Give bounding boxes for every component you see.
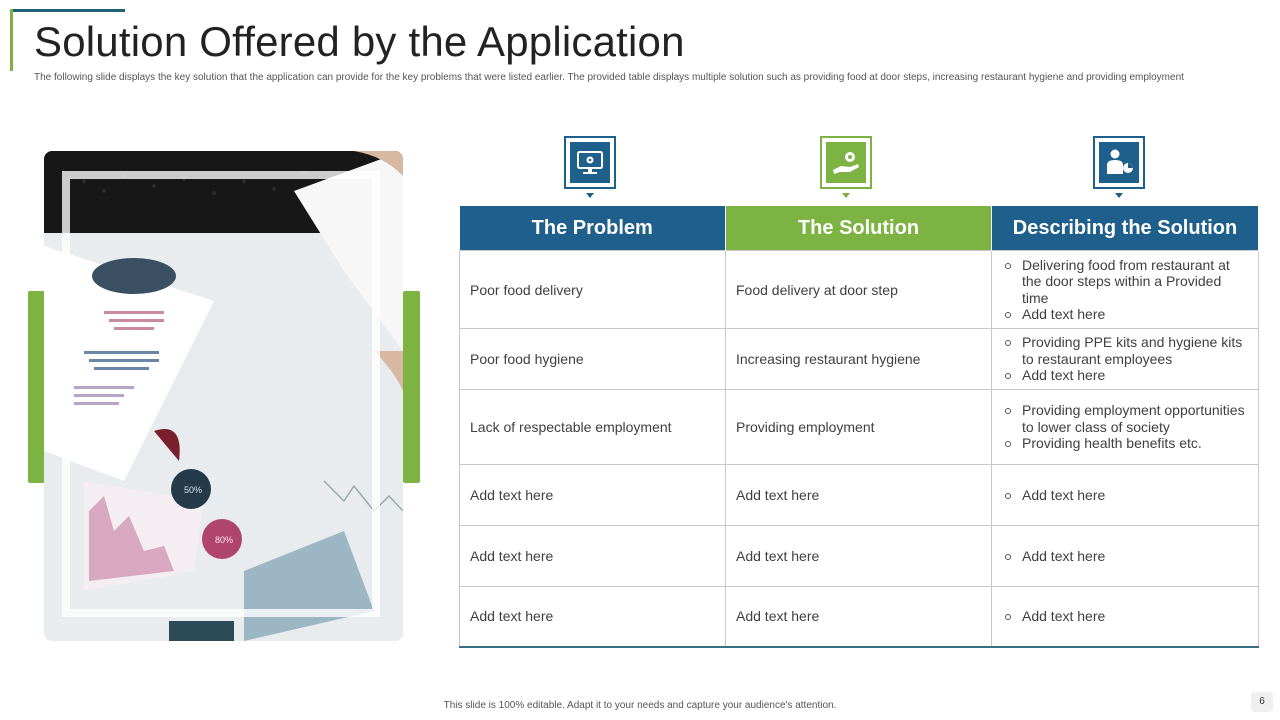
problem-cell: Poor food delivery <box>460 251 726 329</box>
badge-50: 50% <box>184 485 203 495</box>
photo-right-accent <box>403 291 420 483</box>
problem-cell: Add text here <box>460 465 726 526</box>
header-solution: The Solution <box>726 206 992 251</box>
table-row <box>460 329 1259 390</box>
solution-cell: Add text here <box>726 587 992 647</box>
solution-cell: Add text here <box>726 526 992 587</box>
monitor-gear-icon <box>570 142 610 183</box>
description-cell <box>992 251 1259 329</box>
title-accent-line <box>12 9 125 12</box>
photo-frame-overlay <box>62 171 380 617</box>
solution-cell: Providing employment <box>726 390 992 465</box>
photo-left-accent <box>28 291 45 483</box>
title-accent-bar <box>10 9 13 71</box>
page-subtitle: The following slide displays the key solution that the application can provide for the key problems that were listed earlier. The provided table displays multiple solution such as providing food at door steps, increasing restaurant hygiene and providing employment <box>34 72 1184 83</box>
description-bullet: Providing health benefits etc. <box>1022 435 1248 452</box>
page-title: Solution Offered by the Application <box>34 18 685 65</box>
description-bullet: Providing PPE kits and hygiene kits to restaurant employees <box>1022 334 1248 367</box>
description-cell <box>992 465 1259 526</box>
footer-note: This slide is 100% editable. Adapt it to your needs and capture your audience's attention. <box>443 700 837 711</box>
description-bullet: Add text here <box>1022 306 1248 323</box>
header-problem: The Problem <box>460 206 726 251</box>
table-row <box>460 587 1259 647</box>
description-bullet: Add text here <box>1022 487 1248 504</box>
problem-solution-table <box>459 206 1259 648</box>
badge-80: 80% <box>215 535 234 545</box>
description-bullet: Add text here <box>1022 367 1248 384</box>
problem-cell: Add text here <box>460 587 726 647</box>
description-bullet: Providing employment opportunities to lower class of society <box>1022 402 1248 435</box>
description-cell <box>992 390 1259 465</box>
problem-cell: Lack of respectable employment <box>460 390 726 465</box>
description-cell <box>992 526 1259 587</box>
presenter-chart-icon <box>1099 142 1139 183</box>
hand-gear-icon <box>826 142 866 183</box>
description-icon-box <box>1093 136 1145 189</box>
problem-cell: Poor food hygiene <box>460 329 726 390</box>
table-row <box>460 465 1259 526</box>
page-number: 6 <box>1251 692 1273 712</box>
description-bullet: Delivering food from restaurant at the door steps within a Provided time <box>1022 257 1248 307</box>
table-row <box>460 526 1259 587</box>
table-row <box>460 251 1259 329</box>
solution-cell: Food delivery at door step <box>726 251 992 329</box>
header-description: Describing the Solution <box>992 206 1259 251</box>
solution-icon-box <box>820 136 872 189</box>
description-cell <box>992 329 1259 390</box>
problem-icon-box <box>564 136 616 189</box>
table-row <box>460 390 1259 465</box>
solution-cell: Increasing restaurant hygiene <box>726 329 992 390</box>
table-header-row <box>460 206 1259 251</box>
problem-cell: Add text here <box>460 526 726 587</box>
description-cell <box>992 587 1259 647</box>
description-bullet: Add text here <box>1022 608 1248 625</box>
description-bullet: Add text here <box>1022 548 1248 565</box>
solution-cell: Add text here <box>726 465 992 526</box>
